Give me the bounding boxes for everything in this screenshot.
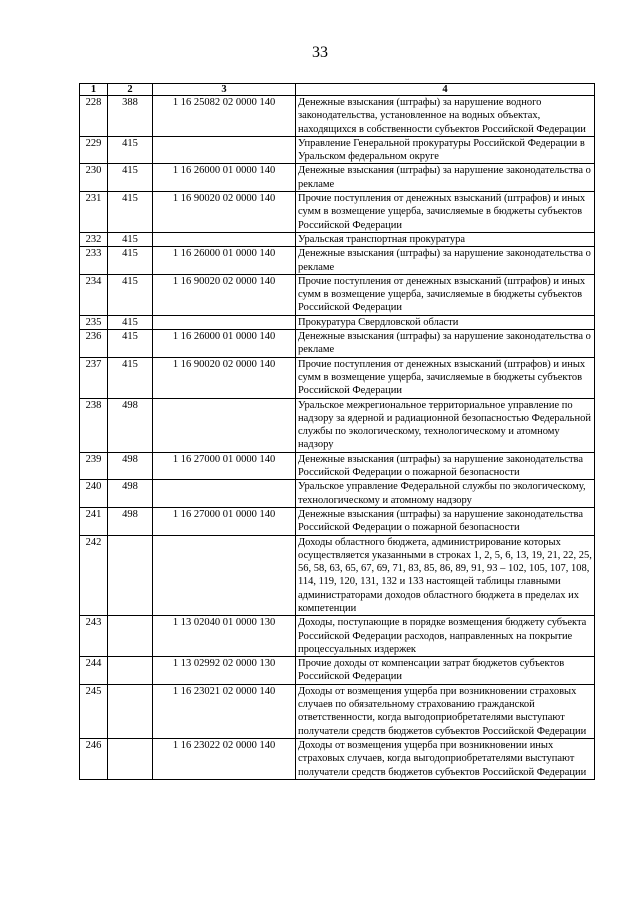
description-cell: Денежные взыскания (штрафы) за нарушение законодательства о рекламе: [296, 330, 595, 358]
budget-code-cell: [153, 136, 296, 164]
table-row: [80, 398, 595, 452]
description-cell: Уральская транспортная прокуратура: [296, 232, 595, 246]
row-number-cell: 236: [80, 330, 108, 358]
budget-code-cell: [153, 315, 296, 329]
table-row: [80, 192, 595, 233]
budget-code-cell: 1 13 02040 01 0000 130: [153, 616, 296, 657]
budget-code-cell: 1 16 90020 02 0000 140: [153, 357, 296, 398]
budget-code-cell: 1 13 02992 02 0000 130: [153, 657, 296, 685]
description-cell: Прокуратура Свердловской области: [296, 315, 595, 329]
row-number-cell: 242: [80, 535, 108, 616]
table-row: [80, 507, 595, 535]
admin-code-cell: 415: [108, 315, 153, 329]
table-row: [80, 480, 595, 508]
admin-code-cell: 415: [108, 357, 153, 398]
header-row: [80, 84, 595, 96]
row-number-cell: 244: [80, 657, 108, 685]
table-row: [80, 315, 595, 329]
table-row: [80, 357, 595, 398]
table-row: [80, 535, 595, 616]
admin-code-cell: [108, 535, 153, 616]
admin-code-cell: 415: [108, 164, 153, 192]
description-cell: Прочие доходы от компенсации затрат бюджетов субъектов Российской Федерации: [296, 657, 595, 685]
table-row: [80, 136, 595, 164]
header-cell: 4: [296, 84, 595, 96]
budget-code-cell: 1 16 27000 01 0000 140: [153, 507, 296, 535]
description-cell: Доходы, поступающие в порядке возмещения бюджету субъекта Российской Федерации расходов, направленных на покрытие процессуальных издержек: [296, 616, 595, 657]
table-row: [80, 232, 595, 246]
admin-code-cell: 498: [108, 507, 153, 535]
table-row: [80, 616, 595, 657]
admin-code-cell: 498: [108, 452, 153, 480]
admin-code-cell: [108, 657, 153, 685]
row-number-cell: 240: [80, 480, 108, 508]
table-row: [80, 330, 595, 358]
budget-code-cell: 1 16 90020 02 0000 140: [153, 274, 296, 315]
admin-code-cell: 415: [108, 192, 153, 233]
budget-code-cell: 1 16 23021 02 0000 140: [153, 684, 296, 738]
budget-code-cell: [153, 398, 296, 452]
row-number-cell: 229: [80, 136, 108, 164]
row-number-cell: 245: [80, 684, 108, 738]
row-number-cell: 237: [80, 357, 108, 398]
budget-code-cell: 1 16 27000 01 0000 140: [153, 452, 296, 480]
description-cell: Денежные взыскания (штрафы) за нарушение законодательства Российской Федерации о пожарной безопасности: [296, 452, 595, 480]
description-cell: Доходы областного бюджета, администрирование которых осуществляется указанными в строках 1, 2, 5, 6, 13, 19, 21, 22, 25, 56, 58, 63, 65, 67, 69, 71, 83, 85, 86, 89, 91, 93 – 102, 105, 107, 108, 114, 119, 120, 131, 132 и 133 настоящей таблицы главными администраторами доходов областного бюджета в пределах их компетенции: [296, 535, 595, 616]
table-row: [80, 247, 595, 275]
row-number-cell: 232: [80, 232, 108, 246]
table-row: [80, 452, 595, 480]
description-cell: Доходы от возмещения ущерба при возникновении иных страховых случаев, когда выгодоприобретателями выступают получатели средств бюджетов субъектов Российской Федерации: [296, 738, 595, 779]
row-number-cell: 246: [80, 738, 108, 779]
row-number-cell: 235: [80, 315, 108, 329]
budget-code-cell: 1 16 25082 02 0000 140: [153, 96, 296, 137]
description-cell: Прочие поступления от денежных взысканий (штрафов) и иных сумм в возмещение ущерба, зачисляемые в бюджеты субъектов Российской Федерации: [296, 192, 595, 233]
description-cell: Прочие поступления от денежных взысканий (штрафов) и иных сумм в возмещение ущерба, зачисляемые в бюджеты субъектов Российской Федерации: [296, 357, 595, 398]
row-number-cell: 239: [80, 452, 108, 480]
description-cell: Прочие поступления от денежных взысканий (штрафов) и иных сумм в возмещение ущерба, зачисляемые в бюджеты субъектов Российской Федерации: [296, 274, 595, 315]
description-cell: Доходы от возмещения ущерба при возникновении страховых случаев по обязательному страхованию гражданской ответственности, когда выгодоприобретателями выступают получатели средств бюджетов субъектов Российской Федерации: [296, 684, 595, 738]
revenue-table: [79, 83, 595, 780]
admin-code-cell: 388: [108, 96, 153, 137]
description-cell: Денежные взыскания (штрафы) за нарушение законодательства о рекламе: [296, 164, 595, 192]
budget-code-cell: 1 16 26000 01 0000 140: [153, 247, 296, 275]
budget-code-cell: 1 16 23022 02 0000 140: [153, 738, 296, 779]
row-number-cell: 230: [80, 164, 108, 192]
header-cell: 1: [80, 84, 108, 96]
admin-code-cell: 415: [108, 274, 153, 315]
budget-code-cell: [153, 480, 296, 508]
row-number-cell: 238: [80, 398, 108, 452]
header-cell: 2: [108, 84, 153, 96]
admin-code-cell: 498: [108, 398, 153, 452]
admin-code-cell: 415: [108, 247, 153, 275]
row-number-cell: 243: [80, 616, 108, 657]
budget-code-cell: [153, 232, 296, 246]
row-number-cell: 231: [80, 192, 108, 233]
table-row: [80, 164, 595, 192]
row-number-cell: 241: [80, 507, 108, 535]
row-number-cell: 228: [80, 96, 108, 137]
admin-code-cell: 415: [108, 136, 153, 164]
admin-code-cell: 415: [108, 330, 153, 358]
table-row: [80, 96, 595, 137]
admin-code-cell: 415: [108, 232, 153, 246]
description-cell: Уральское управление Федеральной службы по экологическому, технологическому и атомному надзору: [296, 480, 595, 508]
description-cell: Уральское межрегиональное территориальное управление по надзору за ядерной и радиационной безопасностью Федеральной службы по экологическому, технологическому и атомному надзору: [296, 398, 595, 452]
row-number-cell: 233: [80, 247, 108, 275]
page-number: 33: [312, 44, 328, 61]
table-row: [80, 657, 595, 685]
description-cell: Денежные взыскания (штрафы) за нарушение законодательства Российской Федерации о пожарной безопасности: [296, 507, 595, 535]
description-cell: Управление Генеральной прокуратуры Российской Федерации в Уральском федеральном округе: [296, 136, 595, 164]
admin-code-cell: [108, 616, 153, 657]
row-number-cell: 234: [80, 274, 108, 315]
admin-code-cell: [108, 684, 153, 738]
table-row: [80, 274, 595, 315]
description-cell: Денежные взыскания (штрафы) за нарушение законодательства о рекламе: [296, 247, 595, 275]
admin-code-cell: [108, 738, 153, 779]
budget-code-cell: [153, 535, 296, 616]
admin-code-cell: 498: [108, 480, 153, 508]
header-cell: 3: [153, 84, 296, 96]
description-cell: Денежные взыскания (штрафы) за нарушение водного законодательства, установленное на водных объектах, находящихся в собственности субъектов Российской Федерации: [296, 96, 595, 137]
budget-code-cell: 1 16 90020 02 0000 140: [153, 192, 296, 233]
table-row: [80, 684, 595, 738]
budget-code-cell: 1 16 26000 01 0000 140: [153, 164, 296, 192]
budget-code-cell: 1 16 26000 01 0000 140: [153, 330, 296, 358]
table-row: [80, 738, 595, 779]
